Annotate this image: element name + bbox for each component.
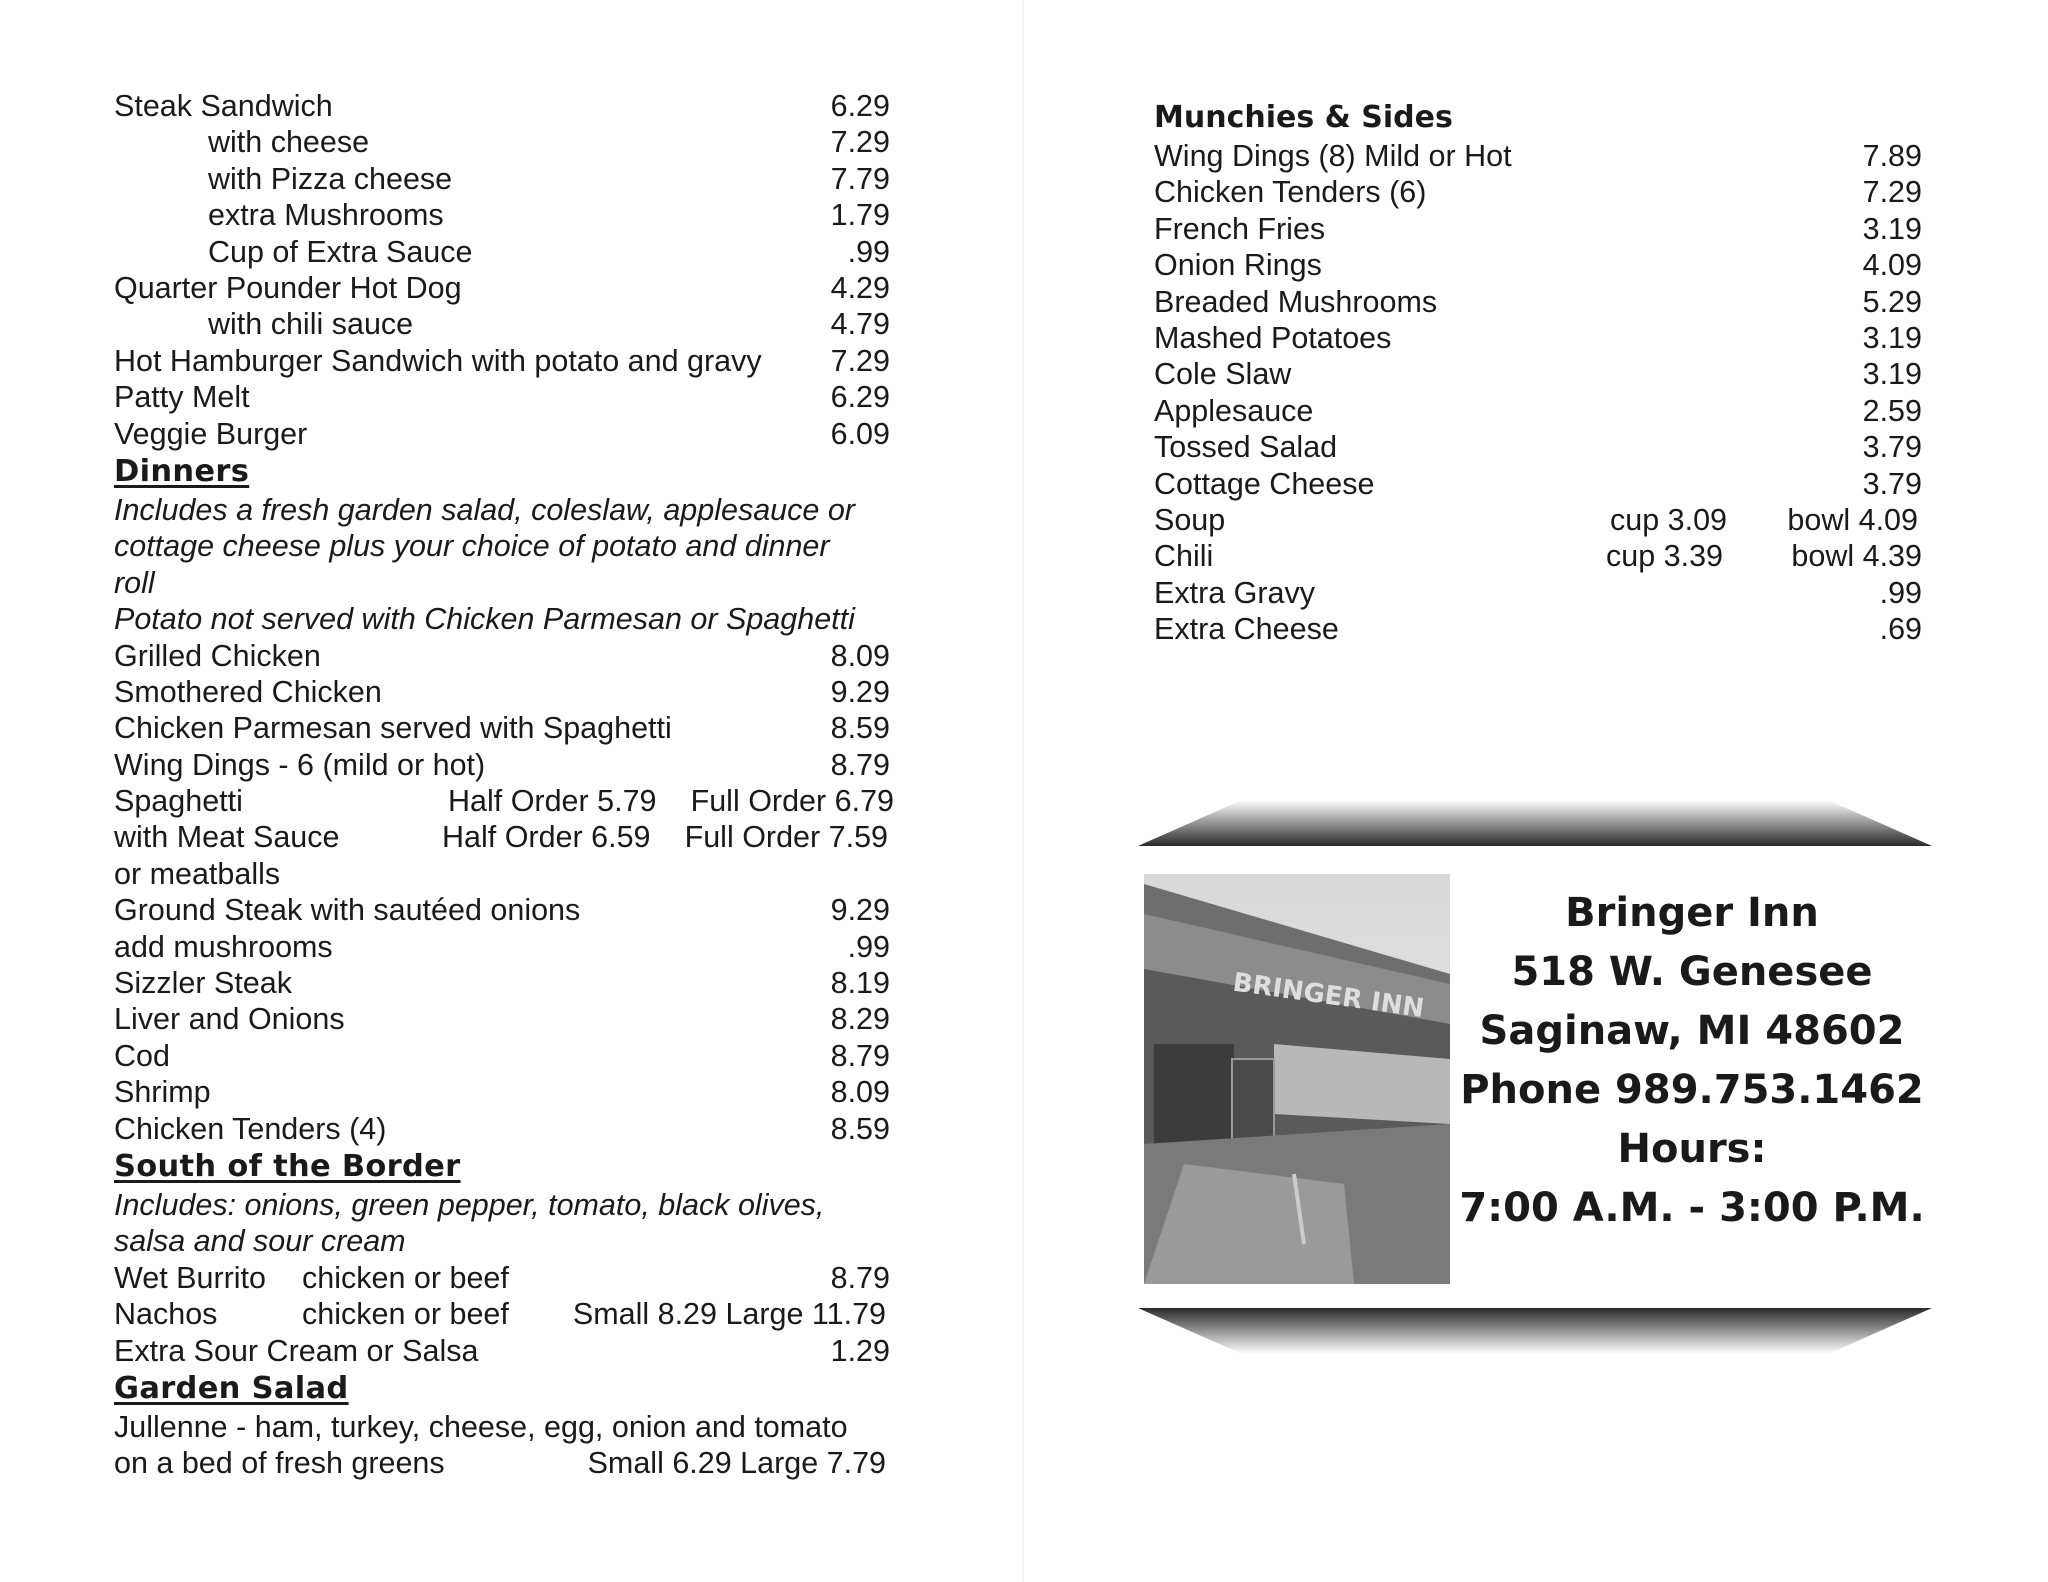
garden-salad-heading: Garden Salad bbox=[114, 1370, 349, 1406]
dinners-heading: Dinners bbox=[114, 453, 250, 489]
menu-item-row bbox=[114, 416, 890, 452]
menu-item-name: Smothered Chicken bbox=[114, 674, 382, 709]
menu-item-row bbox=[1154, 320, 1922, 356]
menu-item-name: Hot Hamburger Sandwich with potato and gravy bbox=[114, 343, 762, 378]
extra-sour-cream-label: Extra Sour Cream or Salsa bbox=[114, 1333, 479, 1368]
meat-sauce-half-price: Half Order 6.59 bbox=[442, 820, 651, 855]
south-of-border-heading: South of the Border bbox=[114, 1149, 461, 1184]
menu-item-row bbox=[114, 343, 890, 379]
menu-item-name: Wing Dings - 6 (mild or hot) bbox=[114, 747, 486, 782]
menu-item-price: 8.79 bbox=[830, 747, 890, 782]
menu-item-price: 2.59 bbox=[1862, 393, 1922, 428]
menu-item-name: add mushrooms bbox=[114, 929, 333, 964]
menu-item-name: Breaded Mushrooms bbox=[1154, 284, 1438, 319]
chili-row bbox=[1154, 538, 1922, 574]
menu-item-name: Patty Melt bbox=[114, 380, 250, 415]
menu-item-name: Ground Steak with sautéed onions bbox=[114, 893, 581, 928]
restaurant-phone: Phone 989.753.1462 bbox=[1460, 1067, 1924, 1113]
menu-item-row bbox=[114, 747, 890, 783]
restaurant-photo bbox=[1144, 874, 1450, 1284]
soup-bowl-price: bowl 4.09 bbox=[1787, 502, 1918, 537]
munchies-sides-heading: Munchies & Sides bbox=[1154, 100, 1453, 135]
description-line: Includes a fresh garden salad, coleslaw, applesauce or bbox=[114, 492, 855, 527]
menu-item-price: 8.59 bbox=[830, 1111, 890, 1146]
menu-item-name: Grilled Chicken bbox=[114, 638, 321, 673]
menu-item-price: 5.29 bbox=[1862, 284, 1922, 319]
spaghetti-half-price: Half Order 5.79 bbox=[448, 784, 657, 819]
menu-item-row bbox=[114, 161, 890, 197]
menu-item-row bbox=[114, 270, 890, 306]
restaurant-info bbox=[1452, 884, 1932, 1238]
menu-item-row bbox=[114, 88, 890, 124]
menu-item-row bbox=[114, 929, 890, 965]
menu-item-row bbox=[1154, 211, 1922, 247]
menu-item-name: extra Mushrooms bbox=[208, 198, 444, 233]
menu-item-name: with chili sauce bbox=[208, 307, 414, 342]
garden-salad-line1 bbox=[114, 1409, 890, 1445]
menu-item-row bbox=[1154, 174, 1922, 210]
chili-cup-price: cup 3.39 bbox=[1606, 539, 1724, 574]
menu-item-price: 4.79 bbox=[830, 307, 890, 342]
nachos-option: chicken or beef bbox=[302, 1297, 509, 1332]
dinners-description bbox=[114, 492, 904, 638]
dinners-list bbox=[114, 638, 890, 784]
meat-sauce-full-price: Full Order 7.59 bbox=[684, 820, 888, 855]
menu-item-name: Cole Slaw bbox=[1154, 357, 1292, 392]
menu-item-price: 3.19 bbox=[1862, 320, 1922, 355]
menu-item-price: 8.09 bbox=[830, 638, 890, 673]
menu-item-name: Cod bbox=[114, 1038, 170, 1073]
menu-item-name: Applesauce bbox=[1154, 393, 1314, 428]
menu-item-name: French Fries bbox=[1154, 211, 1326, 246]
garden-salad-line2 bbox=[114, 1445, 890, 1481]
wet-burrito-price: 8.79 bbox=[830, 1260, 890, 1295]
menu-item-name: Extra Cheese bbox=[1154, 612, 1339, 647]
meat-sauce-row bbox=[114, 819, 890, 855]
restaurant-address: 518 W. Genesee bbox=[1511, 949, 1873, 995]
menu-item-name: Sizzler Steak bbox=[114, 966, 292, 1001]
menu-item-price: 8.29 bbox=[830, 1002, 890, 1037]
garden-salad-desc-2: on a bed of fresh greens bbox=[114, 1446, 445, 1481]
description-line: cottage cheese plus your choice of potato and dinner bbox=[114, 529, 830, 564]
menu-item-row bbox=[1154, 575, 1922, 611]
menu-item-price: .69 bbox=[1879, 612, 1922, 647]
menu-item-row bbox=[114, 1001, 890, 1037]
right-menu-column bbox=[1154, 98, 1922, 647]
menu-item-row bbox=[1154, 611, 1922, 647]
menu-item-name: Tossed Salad bbox=[1154, 430, 1338, 465]
restaurant-city: Saginaw, MI 48602 bbox=[1479, 1008, 1905, 1054]
photo-sign-text: BRINGER INN bbox=[1230, 967, 1426, 1025]
menu-item-price: 6.29 bbox=[830, 380, 890, 415]
menu-item-name: Onion Rings bbox=[1154, 248, 1322, 283]
menu-item-row bbox=[1154, 466, 1922, 502]
meatballs-row bbox=[114, 856, 890, 892]
menu-item-row bbox=[114, 674, 890, 710]
dinners-list-2 bbox=[114, 892, 890, 1147]
munchies-list bbox=[1154, 138, 1922, 502]
menu-item-price: .99 bbox=[1879, 575, 1922, 610]
menu-item-name: Cup of Extra Sauce bbox=[208, 234, 473, 269]
menu-item-row bbox=[114, 638, 890, 674]
wet-burrito-label: Wet Burrito bbox=[114, 1260, 266, 1295]
menu-item-price: 3.19 bbox=[1862, 211, 1922, 246]
menu-item-name: with cheese bbox=[208, 125, 370, 160]
menu-item-row bbox=[114, 892, 890, 928]
menu-item-row bbox=[114, 379, 890, 415]
wet-burrito-option: chicken or beef bbox=[302, 1260, 509, 1295]
hours-value: 7:00 A.M. - 3:00 P.M. bbox=[1459, 1185, 1925, 1231]
menu-item-price: .99 bbox=[847, 234, 890, 269]
extra-sour-cream-row bbox=[114, 1333, 890, 1369]
menu-item-name: Shrimp bbox=[114, 1075, 211, 1110]
menu-item-price: 7.89 bbox=[1862, 139, 1922, 173]
menu-item-name: Wing Dings (8) Mild or Hot bbox=[1154, 139, 1512, 173]
south-description bbox=[114, 1187, 904, 1260]
menu-item-price: 7.79 bbox=[830, 161, 890, 196]
menu-item-price: .99 bbox=[847, 929, 890, 964]
wet-burrito-row bbox=[114, 1260, 890, 1296]
menu-item-name: Extra Gravy bbox=[1154, 575, 1316, 610]
menu-item-name: Chicken Tenders (4) bbox=[114, 1111, 387, 1146]
menu-item-price: 6.09 bbox=[830, 416, 890, 451]
spaghetti-row bbox=[114, 783, 894, 819]
menu-item-price: 8.79 bbox=[830, 1038, 890, 1073]
menu-item-row bbox=[1154, 356, 1922, 392]
menu-item-name: Liver and Onions bbox=[114, 1002, 345, 1037]
nachos-price: Small 8.29 Large 11.79 bbox=[572, 1297, 886, 1332]
menu-item-price: 9.29 bbox=[830, 893, 890, 928]
menu-item-name: with Pizza cheese bbox=[208, 161, 453, 196]
sandwich-list bbox=[114, 88, 890, 452]
menu-item-price: 7.29 bbox=[1862, 175, 1922, 210]
menu-item-row bbox=[1154, 393, 1922, 429]
menu-item-row bbox=[114, 965, 890, 1001]
menu-item-name: Cottage Cheese bbox=[1154, 466, 1375, 501]
menu-item-row bbox=[114, 197, 890, 233]
extras-list bbox=[1154, 575, 1922, 648]
menu-item-row bbox=[114, 710, 890, 746]
menu-item-row bbox=[114, 1111, 890, 1147]
menu-item-name: Mashed Potatoes bbox=[1154, 320, 1392, 355]
menu-item-price: 6.29 bbox=[830, 89, 890, 123]
hours-label: Hours: bbox=[1617, 1126, 1767, 1172]
garden-salad-price: Small 6.29 Large 7.79 bbox=[587, 1446, 886, 1481]
nachos-row bbox=[114, 1296, 890, 1332]
menu-item-name: Veggie Burger bbox=[114, 416, 308, 451]
menu-item-price: 8.19 bbox=[830, 966, 890, 1001]
menu-item-price: 3.79 bbox=[1862, 466, 1922, 501]
top-banner-graphic bbox=[1138, 800, 1932, 846]
menu-item-price: 7.29 bbox=[830, 343, 890, 378]
menu-item-row bbox=[114, 1038, 890, 1074]
menu-item-row bbox=[1154, 138, 1922, 174]
menu-item-name: Chicken Parmesan served with Spaghetti bbox=[114, 711, 672, 746]
menu-item-row bbox=[114, 1074, 890, 1110]
menu-item-row bbox=[114, 306, 890, 342]
menu-item-price: 3.19 bbox=[1862, 357, 1922, 392]
menu-item-row bbox=[1154, 284, 1922, 320]
restaurant-name: Bringer Inn bbox=[1565, 890, 1819, 936]
soup-row bbox=[1154, 502, 1922, 538]
menu-item-price: 9.29 bbox=[830, 674, 890, 709]
bottom-banner-graphic bbox=[1138, 1308, 1932, 1354]
meatballs-label: or meatballs bbox=[114, 856, 281, 891]
menu-item-price: 3.79 bbox=[1862, 430, 1922, 465]
garden-salad-desc-1: Jullenne - ham, turkey, cheese, egg, onion and tomato bbox=[114, 1409, 848, 1444]
page-fold bbox=[1022, 0, 1024, 1582]
nachos-label: Nachos bbox=[114, 1297, 218, 1332]
menu-item-price: 8.09 bbox=[830, 1075, 890, 1110]
meat-sauce-label: with Meat Sauce bbox=[114, 820, 340, 855]
menu-item-price: 8.59 bbox=[830, 711, 890, 746]
soup-label: Soup bbox=[1154, 502, 1226, 537]
menu-item-name: Quarter Pounder Hot Dog bbox=[114, 270, 462, 305]
chili-bowl-price: bowl 4.39 bbox=[1791, 539, 1922, 574]
spaghetti-label: Spaghetti bbox=[114, 784, 243, 819]
menu-item-row bbox=[114, 124, 890, 160]
spaghetti-full-price: Full Order 6.79 bbox=[690, 784, 894, 819]
soup-cup-price: cup 3.09 bbox=[1610, 502, 1728, 537]
menu-item-name: Chicken Tenders (6) bbox=[1154, 175, 1427, 210]
chili-label: Chili bbox=[1154, 539, 1214, 574]
extra-sour-cream-price: 1.29 bbox=[830, 1333, 890, 1368]
menu-item-row bbox=[114, 234, 890, 270]
menu-item-price: 4.09 bbox=[1862, 248, 1922, 283]
description-line: Includes: onions, green pepper, tomato, black olives, bbox=[114, 1188, 825, 1222]
description-line: roll bbox=[114, 565, 155, 600]
menu-item-price: 7.29 bbox=[830, 125, 890, 160]
menu-item-row bbox=[1154, 429, 1922, 465]
left-menu-column bbox=[114, 88, 894, 1482]
description-line: Potato not served with Chicken Parmesan or Spaghetti bbox=[114, 602, 855, 637]
menu-item-row bbox=[1154, 247, 1922, 283]
menu-item-name: Steak Sandwich bbox=[114, 89, 333, 123]
description-line: salsa and sour cream bbox=[114, 1224, 406, 1259]
menu-item-price: 1.79 bbox=[830, 198, 890, 233]
restaurant-building-image bbox=[1144, 874, 1450, 1284]
menu-item-price: 4.29 bbox=[830, 270, 890, 305]
